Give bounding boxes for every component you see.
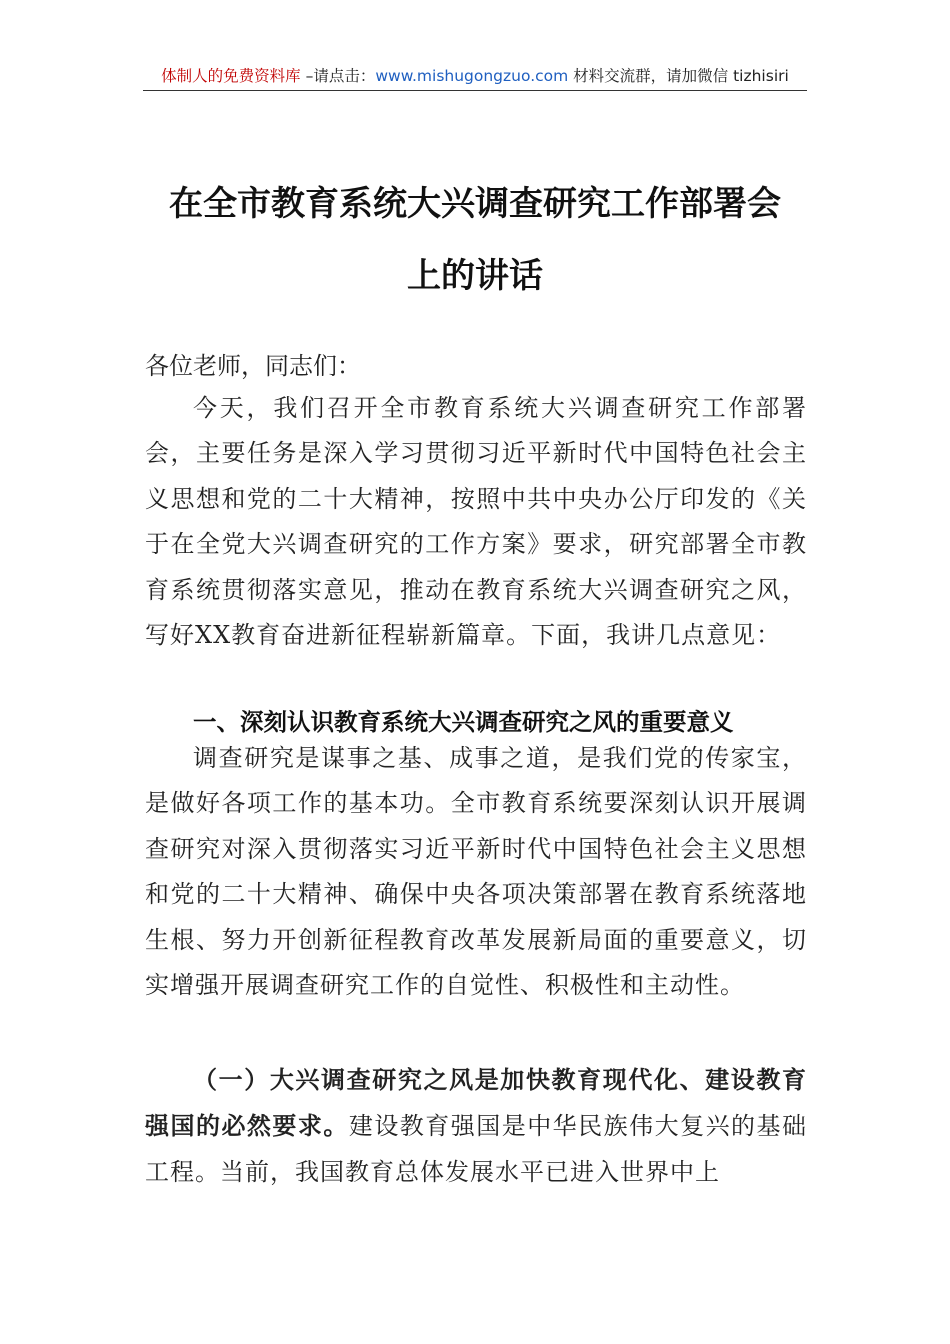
subsection-1-paragraph — [145, 1057, 807, 1195]
page-title-line-2: 上的讲话 — [407, 256, 543, 296]
page-title-line-1: 在全市教育系统大兴调查研究工作部署会 — [169, 184, 781, 224]
header-url-link[interactable]: www.mishugongzuo.com — [375, 67, 569, 85]
header-suffix: 材料交流群，请加微信 tizhisiri — [568, 67, 789, 85]
subsection-1-body: 建设教育强国是中华民族伟大复兴的基础工程。当前，我国教育总体发展水平已进入世界中上 — [145, 1112, 808, 1186]
subsection-1-lead: （一）大兴调查研究之风是加快教育现代化、建设教育强国的必然要求。 — [145, 1065, 807, 1141]
header-banner — [143, 64, 807, 91]
header-prompt: –请点击： — [300, 67, 376, 85]
intro-paragraph: 今天，我们召开全市教育系统大兴调查研究工作部署会，主要任务是深入学习贯彻习近平新时代中国特色社会主义思想和党的二十大精神，按照中共中央办公厅印发的《关于在全党大兴调查研究的工作方案》要求，研究部署全市教育系统贯彻落实意见，推动在教育系统大兴调查研究之风，写好XX教育奋进新征程崭新篇章。下面，我讲几点意见： — [145, 394, 807, 650]
section-heading-1: 一、深刻认识教育系统大兴调查研究之风的重要意义 — [193, 708, 734, 736]
section-1-paragraph: 调查研究是谋事之基、成事之道，是我们党的传家宝，是做好各项工作的基本功。全市教育系统要深刻认识开展调查研究对深入贯彻落实习近平新时代中国特色社会主义思想和党的二十大精神、确保中央各项决策部署在教育系统落地生根、努力开创新征程教育改革发展新局面的重要意义，切实增强开展调查研究工作的自觉性、积极性和主动性。 — [145, 744, 807, 1000]
header-brand: 体制人的免费资料库 — [161, 67, 301, 85]
salutation: 各位老师，同志们： — [145, 352, 361, 380]
